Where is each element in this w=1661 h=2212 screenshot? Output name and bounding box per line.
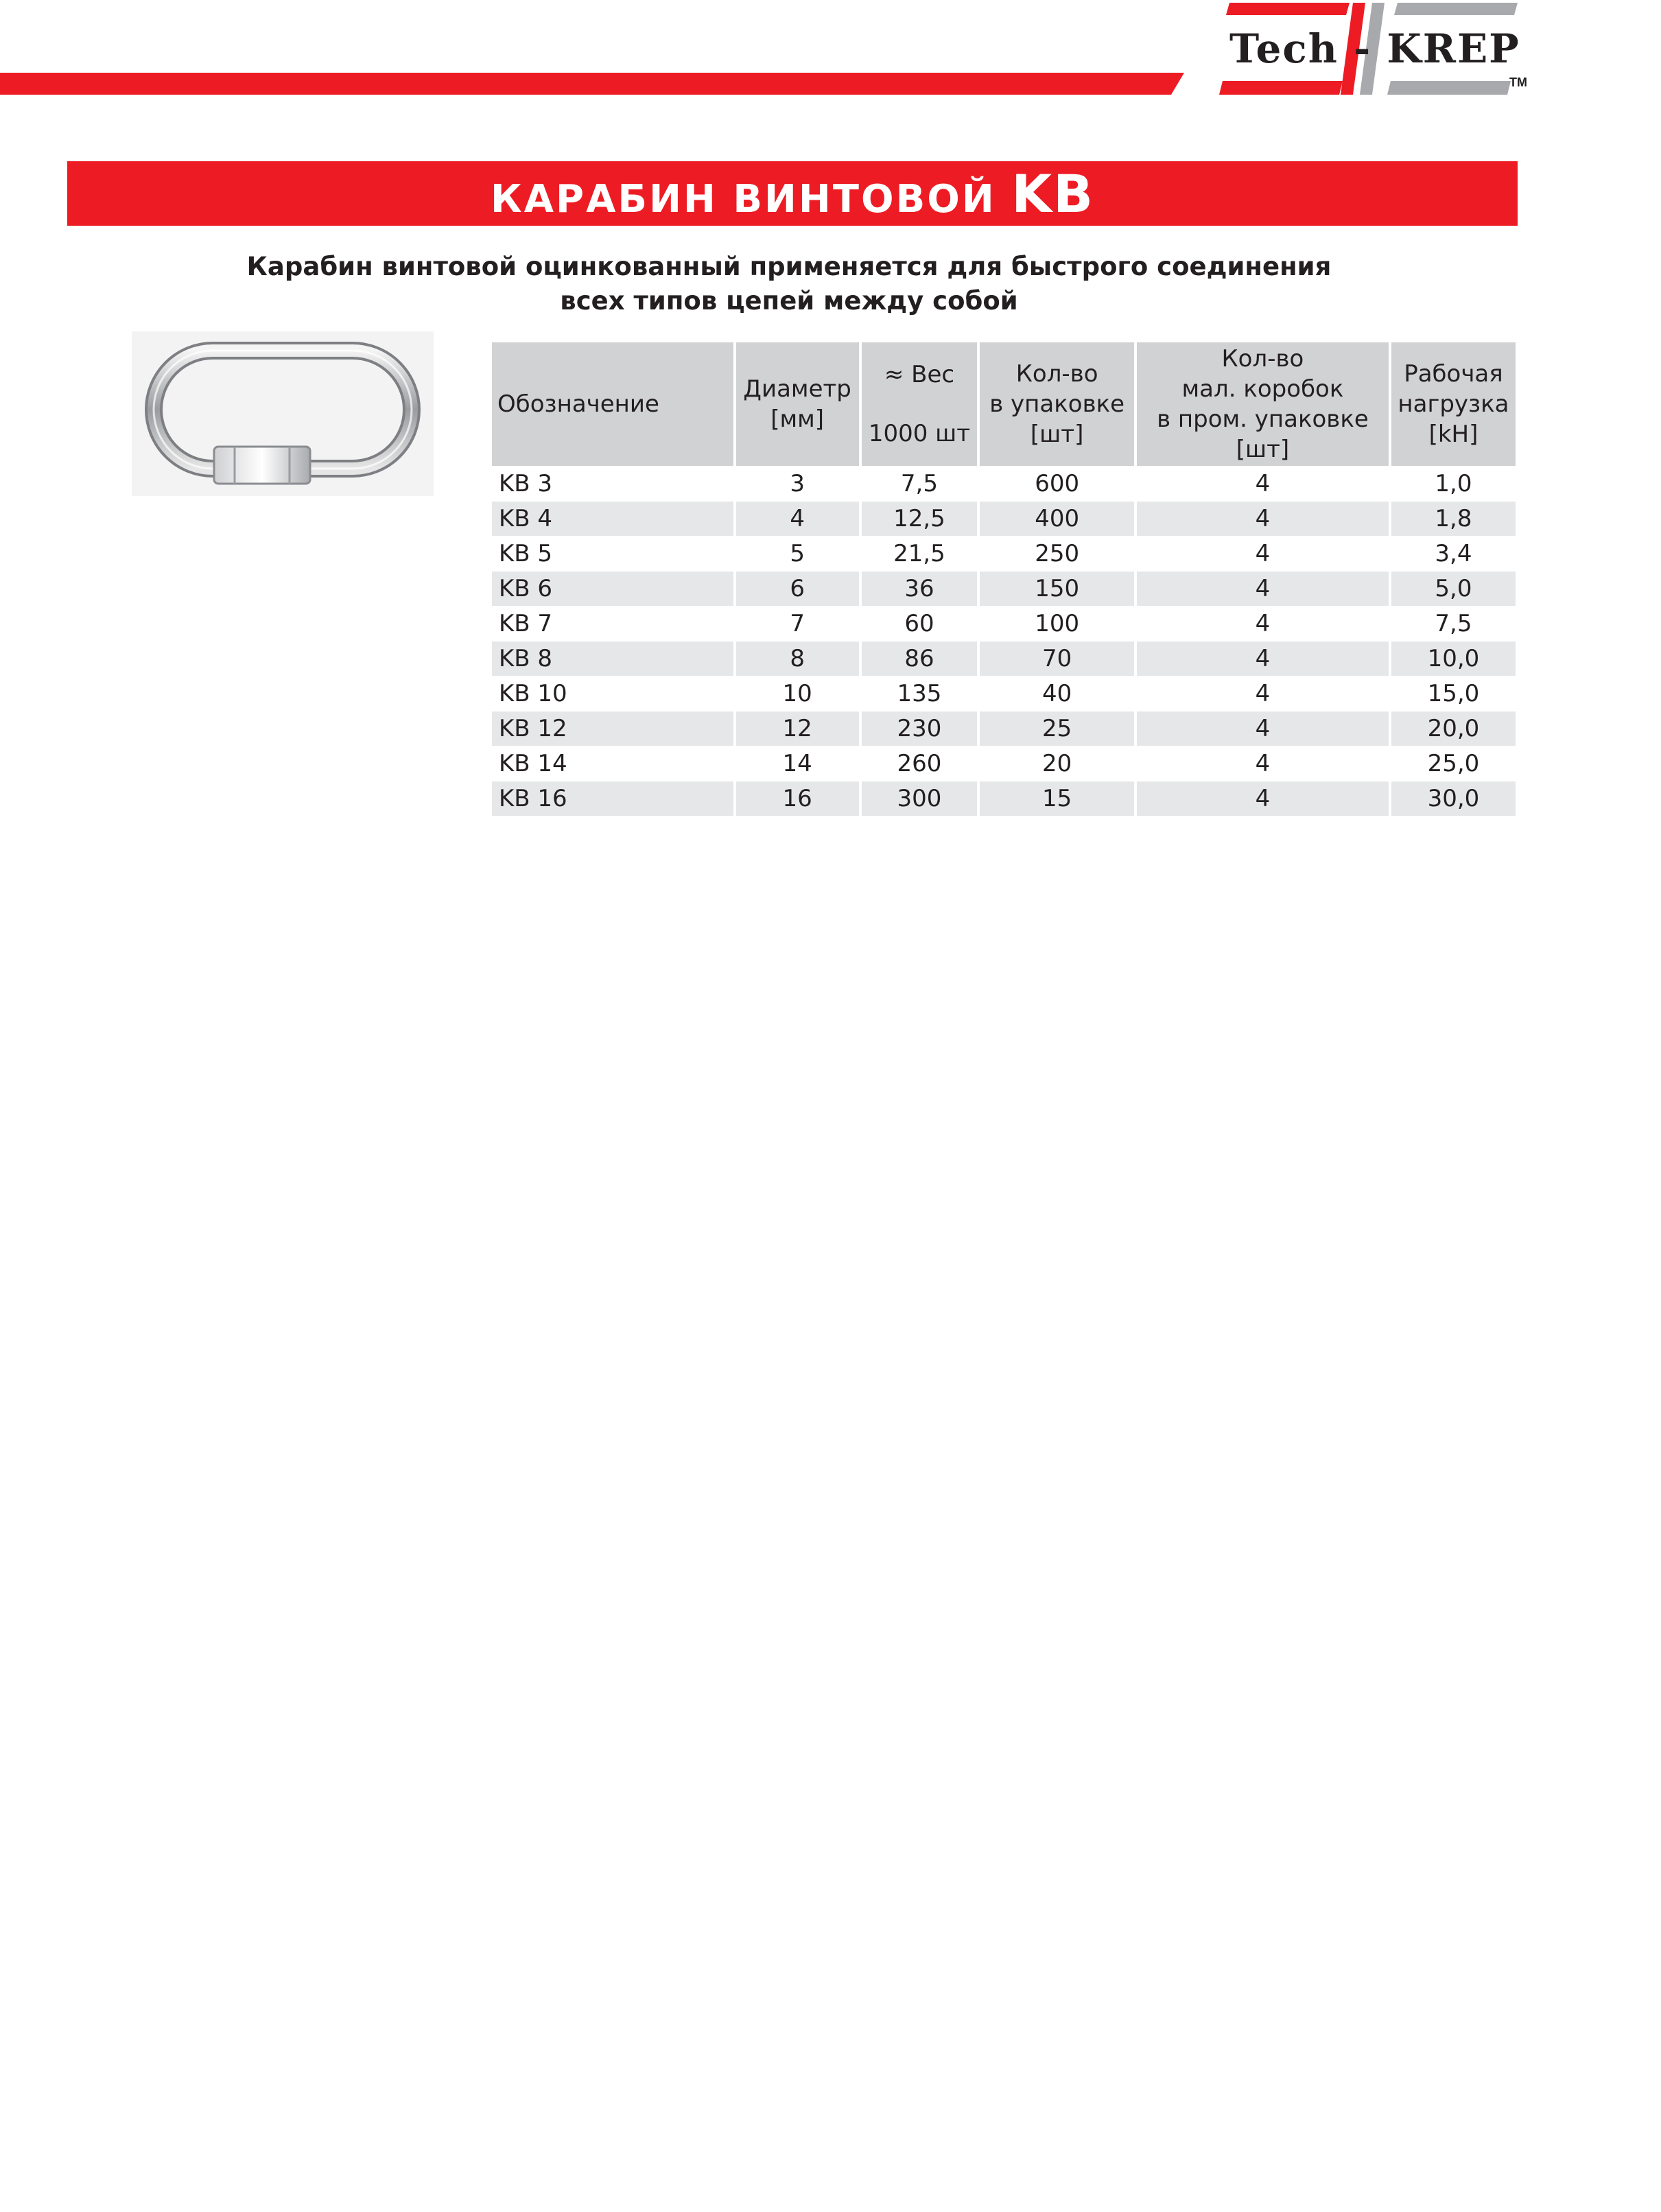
cell-diameter: 4	[736, 501, 859, 536]
col-header-diameter-l2: [мм]	[770, 405, 825, 433]
cell-diameter: 16	[736, 781, 859, 816]
cell-load: 5,0	[1391, 571, 1516, 606]
col-header-designation: Обозначение	[492, 342, 733, 466]
col-header-load-l3: [kH]	[1428, 421, 1479, 448]
cell-diameter: 14	[736, 746, 859, 781]
col-header-boxes-l3: в пром. упаковке	[1157, 405, 1369, 433]
cell-boxes: 4	[1137, 746, 1389, 781]
col-header-qty-l1: Кол-во	[1015, 360, 1098, 388]
col-header-qty-l3: [шт]	[1030, 421, 1084, 448]
trademark-mark: TM	[1509, 75, 1527, 89]
cell-load: 1,0	[1391, 466, 1516, 501]
cell-qty: 250	[980, 536, 1134, 571]
col-header-weight-l2: 1000 шт	[868, 420, 971, 447]
cell-diameter: 7	[736, 606, 859, 641]
tech-krep-logo	[1216, 0, 1538, 99]
cell-qty: 25	[980, 711, 1134, 746]
cell-designation: KB 16	[492, 781, 733, 816]
cell-boxes: 4	[1137, 641, 1389, 676]
cell-load: 20,0	[1391, 711, 1516, 746]
cell-weight: 300	[862, 781, 978, 816]
cell-load: 7,5	[1391, 606, 1516, 641]
cell-weight: 21,5	[862, 536, 978, 571]
col-header-load	[1391, 342, 1516, 466]
cell-load: 3,4	[1391, 536, 1516, 571]
cell-designation: KB 8	[492, 641, 733, 676]
cell-designation: KB 6	[492, 571, 733, 606]
cell-boxes: 4	[1137, 711, 1389, 746]
table-row	[492, 746, 1516, 781]
cell-boxes: 4	[1137, 571, 1389, 606]
cell-diameter: 12	[736, 711, 859, 746]
cell-diameter: 8	[736, 641, 859, 676]
cell-boxes: 4	[1137, 606, 1389, 641]
col-header-qty	[980, 342, 1134, 466]
specification-table	[489, 342, 1518, 816]
carabiner-image	[132, 331, 434, 496]
col-header-boxes-l4: [шт]	[1236, 436, 1290, 463]
cell-weight: 230	[862, 711, 978, 746]
table-row	[492, 536, 1516, 571]
header-red-stripe	[0, 73, 1184, 95]
col-header-diameter	[736, 342, 859, 466]
cell-load: 1,8	[1391, 501, 1516, 536]
cell-designation: KB 5	[492, 536, 733, 571]
cell-load: 30,0	[1391, 781, 1516, 816]
description-line-1: Карабин винтовой оцинкованный применяется для быстрого соединения	[246, 252, 1332, 281]
table-row	[492, 711, 1516, 746]
col-header-diameter-l1: Диаметр	[743, 375, 851, 403]
carabiner-icon	[132, 331, 434, 496]
cell-diameter: 6	[736, 571, 859, 606]
cell-weight: 7,5	[862, 466, 978, 501]
table-row	[492, 641, 1516, 676]
cell-weight: 60	[862, 606, 978, 641]
product-description	[206, 250, 1372, 318]
cell-load: 10,0	[1391, 641, 1516, 676]
col-header-boxes	[1137, 342, 1389, 466]
page-title-code: KB	[1011, 163, 1095, 224]
cell-diameter: 3	[736, 466, 859, 501]
cell-qty: 70	[980, 641, 1134, 676]
col-header-boxes-l2: мал. коробок	[1181, 375, 1344, 403]
cell-load: 15,0	[1391, 676, 1516, 711]
cell-qty: 20	[980, 746, 1134, 781]
cell-diameter: 10	[736, 676, 859, 711]
col-header-weight-l1: ≈ Вес	[884, 361, 955, 388]
cell-designation: KB 10	[492, 676, 733, 711]
cell-boxes: 4	[1137, 536, 1389, 571]
cell-qty: 40	[980, 676, 1134, 711]
table-header-row	[492, 342, 1516, 466]
col-header-qty-l2: в упаковке	[989, 390, 1125, 418]
cell-diameter: 5	[736, 536, 859, 571]
cell-boxes: 4	[1137, 466, 1389, 501]
title-band	[67, 161, 1518, 226]
cell-designation: KB 14	[492, 746, 733, 781]
col-header-load-l2: нагрузка	[1398, 390, 1509, 418]
cell-designation: KB 4	[492, 501, 733, 536]
cell-qty: 600	[980, 466, 1134, 501]
logo-text: Tech - KREP	[1229, 25, 1520, 72]
table-row	[492, 606, 1516, 641]
cell-qty: 150	[980, 571, 1134, 606]
cell-weight: 135	[862, 676, 978, 711]
page-title-text: КАРАБИН ВИНТОВОЙ	[490, 176, 996, 222]
cell-qty: 100	[980, 606, 1134, 641]
table-row	[492, 466, 1516, 501]
col-header-weight	[862, 342, 978, 466]
cell-qty: 15	[980, 781, 1134, 816]
cell-boxes: 4	[1137, 676, 1389, 711]
table-row	[492, 571, 1516, 606]
table-row	[492, 501, 1516, 536]
cell-weight: 12,5	[862, 501, 978, 536]
cell-designation: KB 3	[492, 466, 733, 501]
cell-weight: 260	[862, 746, 978, 781]
table-row	[492, 781, 1516, 816]
cell-designation: KB 7	[492, 606, 733, 641]
cell-weight: 86	[862, 641, 978, 676]
cell-designation: KB 12	[492, 711, 733, 746]
table-row	[492, 676, 1516, 711]
cell-load: 25,0	[1391, 746, 1516, 781]
col-header-boxes-l1: Кол-во	[1221, 345, 1304, 373]
cell-boxes: 4	[1137, 781, 1389, 816]
page-title	[491, 163, 1094, 224]
cell-weight: 36	[862, 571, 978, 606]
cell-qty: 400	[980, 501, 1134, 536]
cell-boxes: 4	[1137, 501, 1389, 536]
table-body	[492, 466, 1516, 816]
col-header-load-l1: Рабочая	[1404, 360, 1503, 388]
description-line-2: всех типов цепей между собой	[560, 286, 1018, 316]
